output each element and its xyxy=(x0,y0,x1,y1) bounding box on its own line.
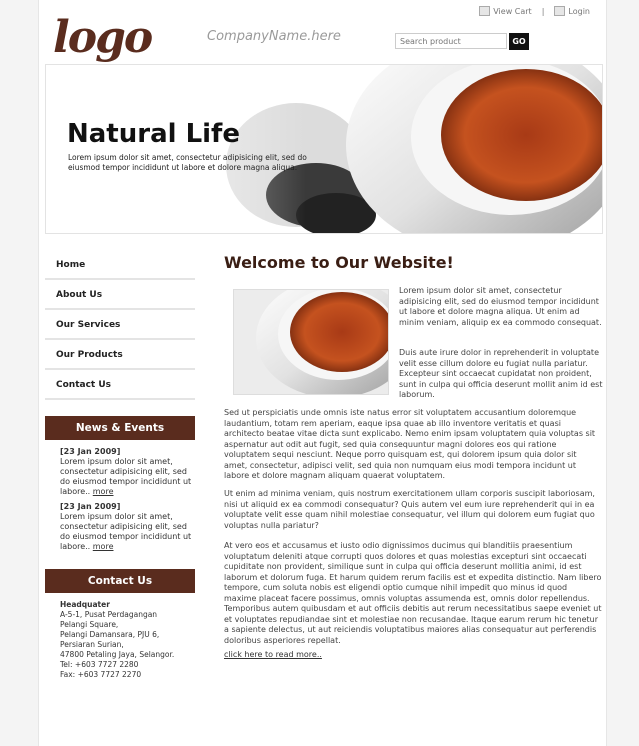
banner xyxy=(45,64,603,234)
banner-text: Lorem ipsum dolor sit amet, consectetur adipisicing elit, sed do eiusmod tempor incididunt ut labore et dolore magna aliqua. xyxy=(68,153,307,172)
thumbnail-image xyxy=(233,289,389,395)
intro-paragraph-2: Duis aute irure dolor in reprehenderit in voluptate velit esse cillum dolore eu fugiat nulla pariatur. Excepteur sint occaecat cupidatat non proident, sunt in culpa qui officia deserunt mollit anim id est laborum. xyxy=(399,348,603,399)
news-item xyxy=(60,447,196,497)
nav-our-products[interactable]: Our Products xyxy=(45,342,195,370)
page-title: Welcome to Our Website! xyxy=(224,253,454,272)
news-item xyxy=(60,502,196,552)
login-label: Login xyxy=(568,6,590,16)
banner-title: Natural Life xyxy=(67,119,240,149)
site-logo[interactable]: logo xyxy=(53,12,152,63)
go-button[interactable]: GO xyxy=(509,33,529,50)
address-line: A-5-1, Pusat Perdagangan xyxy=(60,610,158,619)
link-separator: | xyxy=(541,6,545,16)
news-date: [23 Jan 2009] xyxy=(60,447,121,456)
body-paragraph: Sed ut perspiciatis unde omnis iste natus error sit voluptatem accusantium doloremque laudantium, totam rem aperiam, eaque ipsa quae ab illo inventore veritatis et quasi architecto beatae vitae dicta sunt explicabo. Nemo enim ipsam voluptatem quia voluptas sit aspernatur aut odit aut fugit, sed quia consequuntur magni dolores eos qui ratione voluptatem sequi nesciunt. Neque porro quisquam est, qui dolorem ipsum quia dolor sit amet, consectetur, adipisci velit, sed quia non numquam eius modi tempora incidunt ut labore et dolore magnam aliquam quaerat voluptatem. xyxy=(224,408,596,480)
news-text: Lorem ipsum dolor sit amet, consectetur adipisicing elit, sed do eiusmod tempor incididunt ut labore.. xyxy=(60,457,192,496)
nav-our-services[interactable]: Our Services xyxy=(45,312,195,340)
news-more-link[interactable]: more xyxy=(92,487,114,496)
address-line: Persiaran Surian, xyxy=(60,640,124,649)
contact-fax: Fax: +603 7727 2270 xyxy=(60,670,142,679)
contact-heading: Headquater xyxy=(60,600,110,609)
cart-icon xyxy=(479,6,490,16)
contact-tel: Tel: +603 7727 2280 xyxy=(60,660,139,669)
news-more-link[interactable]: more xyxy=(92,542,114,551)
teacup-image xyxy=(46,65,602,233)
read-more-link[interactable]: click here to read more.. xyxy=(224,650,322,659)
body-paragraph: At vero eos et accusamus et iusto odio dignissimos ducimus qui blanditiis praesentium voluptatum deleniti atque corrupti quos dolores et quas molestias excepturi sint occaecati cupiditate non provident, similique sunt in culpa qui officia deserunt mollitia animi, id est laborum et dolorum fuga. Et harum quidem rerum facilis est et expedita distinctio. Nam libero tempore, cum soluta nobis est eligendi optio cumque nihil impedit quo minus id quod maxime placeat facere possimus, omnis voluptas assumenda est, omnis dolor repellendus. Temporibus autem quibusdam et aut officiis debitis aut rerum necessitatibus saepe eveniet ut et voluptates repudiandae sint et molestiae non recusandae. Itaque earum rerum hic tenetur a sapiente delectus, ut aut reiciendis voluptatibus maiores alias consequatur aut perferendis doloribus asperiores repellat. xyxy=(224,541,602,645)
contact-address xyxy=(60,600,200,680)
news-date: [23 Jan 2009] xyxy=(60,502,121,511)
side-nav xyxy=(45,252,195,402)
company-name: CompanyName.here xyxy=(207,29,341,44)
body-paragraph: Ut enim ad minima veniam, quis nostrum exercitationem ullam corporis suscipit laboriosam, nisi ut aliquid ex ea commodi consequatur? Quis autem vel eum iure reprehenderit qui in ea voluptate velit esse quam nihil molestiae consequatur, vel illum qui dolorem eum fugiat quo voluptas nulla pariatur? xyxy=(224,489,595,530)
nav-contact-us[interactable]: Contact Us xyxy=(45,372,195,400)
intro-paragraph: Lorem ipsum dolor sit amet, consectetur adipisicing elit, sed do eiusmod tempor incididunt ut labore et dolore magna aliqua. Ut enim ad minim veniam, aliquip ex ea commodo consequat. xyxy=(399,286,602,327)
nav-home[interactable]: Home xyxy=(45,252,195,280)
nav-about-us[interactable]: About Us xyxy=(45,282,195,310)
login-link[interactable] xyxy=(554,6,590,16)
view-cart-label: View Cart xyxy=(493,6,532,16)
address-line: 47800 Petaling Jaya, Selangor. xyxy=(60,650,175,659)
address-line: Pelangi Damansara, PJU 6, xyxy=(60,630,160,639)
news-text: Lorem ipsum dolor sit amet, consectetur adipisicing elit, sed do eiusmod tempor incididunt ut labore.. xyxy=(60,512,192,551)
teacup-thumbnail-icon xyxy=(234,290,388,394)
news-events-header: News & Events xyxy=(45,416,195,440)
top-links xyxy=(479,6,590,16)
login-icon xyxy=(554,6,565,16)
address-line: Pelangi Square, xyxy=(60,620,119,629)
search-input[interactable] xyxy=(395,33,507,49)
view-cart-link[interactable] xyxy=(479,6,531,16)
page-container xyxy=(38,0,607,746)
contact-us-header: Contact Us xyxy=(45,569,195,593)
